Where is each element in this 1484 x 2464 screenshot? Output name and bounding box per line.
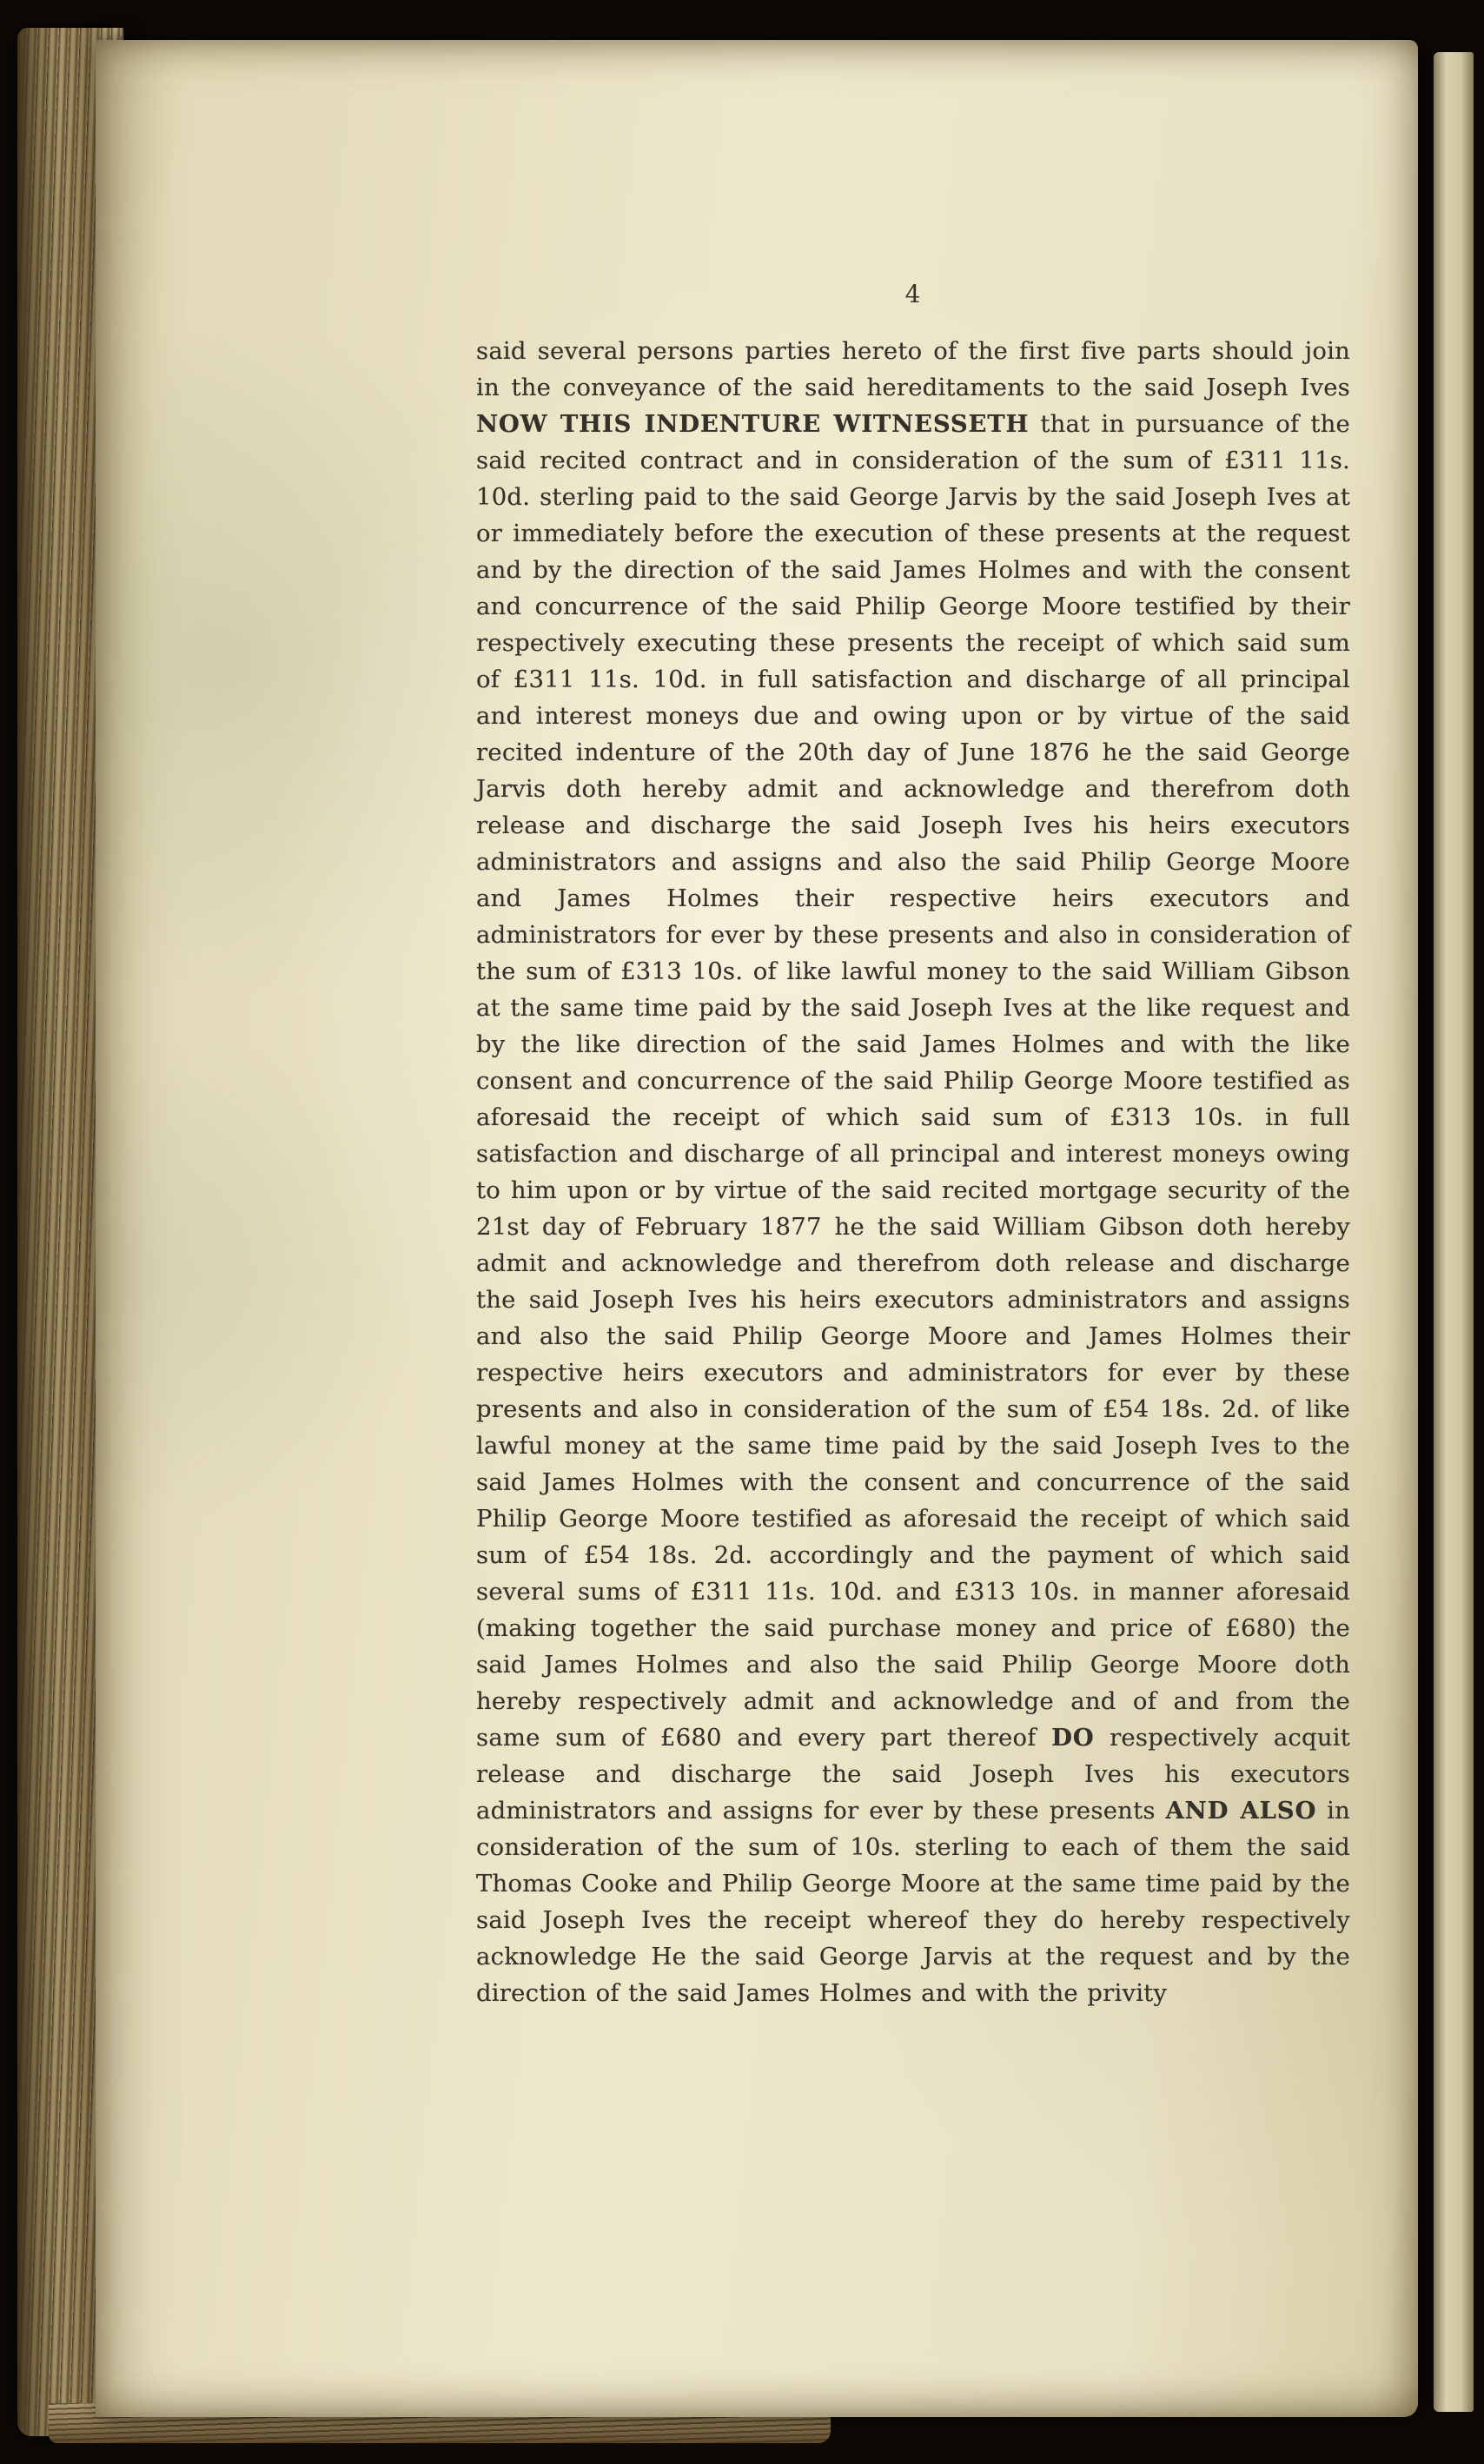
next-page-edge (1434, 52, 1474, 2412)
book-page (96, 40, 1418, 2417)
document-text-segment: respectively acquit release and discharge the said Joseph Ives his executors administrators and assigns for ever by these presents (476, 1724, 1350, 1825)
document-text-segment: in consideration of the sum of 10s. sterling to each of them the said Thomas Cooke and Philip George Moore at the same time paid by the said Joseph Ives the receipt whereof they do hereby respectively acknowledge He the said George Jarvis at the request and by the direction of the said James Holmes and with the privity (476, 1797, 1350, 2007)
document-text-bold-segment: DO (1051, 1724, 1095, 1752)
document-text-bold-segment: NOW THIS INDENTURE WITNESSETH (476, 410, 1030, 438)
document-text-bold-segment: AND ALSO (1165, 1797, 1317, 1825)
document-text-segment: said several persons parties hereto of the first five parts should join in the conveyance of the said hereditaments to the said Joseph Ives (476, 337, 1350, 401)
document-text (476, 333, 1350, 2011)
text-column (476, 280, 1350, 2011)
document-text-segment: that in pursuance of the said recited contract and in consideration of the sum of £311 11s. 10d. sterling paid to the said George Jarvis by the said Joseph Ives at or immediately before the execution of these presents at the request and by the direction of the said James Holmes and with the consent and concurrence of the said Philip George Moore testified by their respectively executing these presents the receipt of which said sum of £311 11s. 10d. in full satisfaction and discharge of all principal and interest moneys due and owing upon or by virtue of the said recited indenture of the 20th day of June 1876 he the said George Jarvis doth hereby admit and acknowledge and therefrom doth release and discharge the said Joseph Ives his heirs executors administrators and assigns and also the said Philip George Moore and James Holmes their respective heirs executors and administrators for ever by these presents and also in consideration of the sum of £313 10s. of like lawful money to the said William Gibson at the same time paid by the said Joseph Ives at the like request and by the like direction of the said James Holmes and with the like consent and concurrence of the said Philip George Moore testified as aforesaid the receipt of which said sum of £313 10s. in full satisfaction and discharge of all principal and interest moneys owing to him upon or by virtue of the said recited mortgage security of the 21st day of February 1877 he the said William Gibson doth hereby admit and acknowledge and therefrom doth release and discharge the said Joseph Ives his heirs executors administrators and assigns and also the said Philip George Moore and James Holmes their respective heirs executors and administrators for ever by these presents and also in consideration of the sum of £54 18s. 2d. of like lawful money at the same time paid by the said Joseph Ives to the said James Holmes with the consent and concurrence of the said Philip George Moore testified as aforesaid the receipt of which said sum of £54 18s. 2d. accordingly and the payment of which said several sums of £311 11s. 10d. and £313 10s. in manner aforesaid (making together the said purchase money and price of £680) the said James Holmes and also the said Philip George Moore doth hereby respectively admit and acknowledge and of and from the same sum of £680 and every part thereof (476, 410, 1350, 1752)
page-number: 4 (904, 280, 922, 308)
